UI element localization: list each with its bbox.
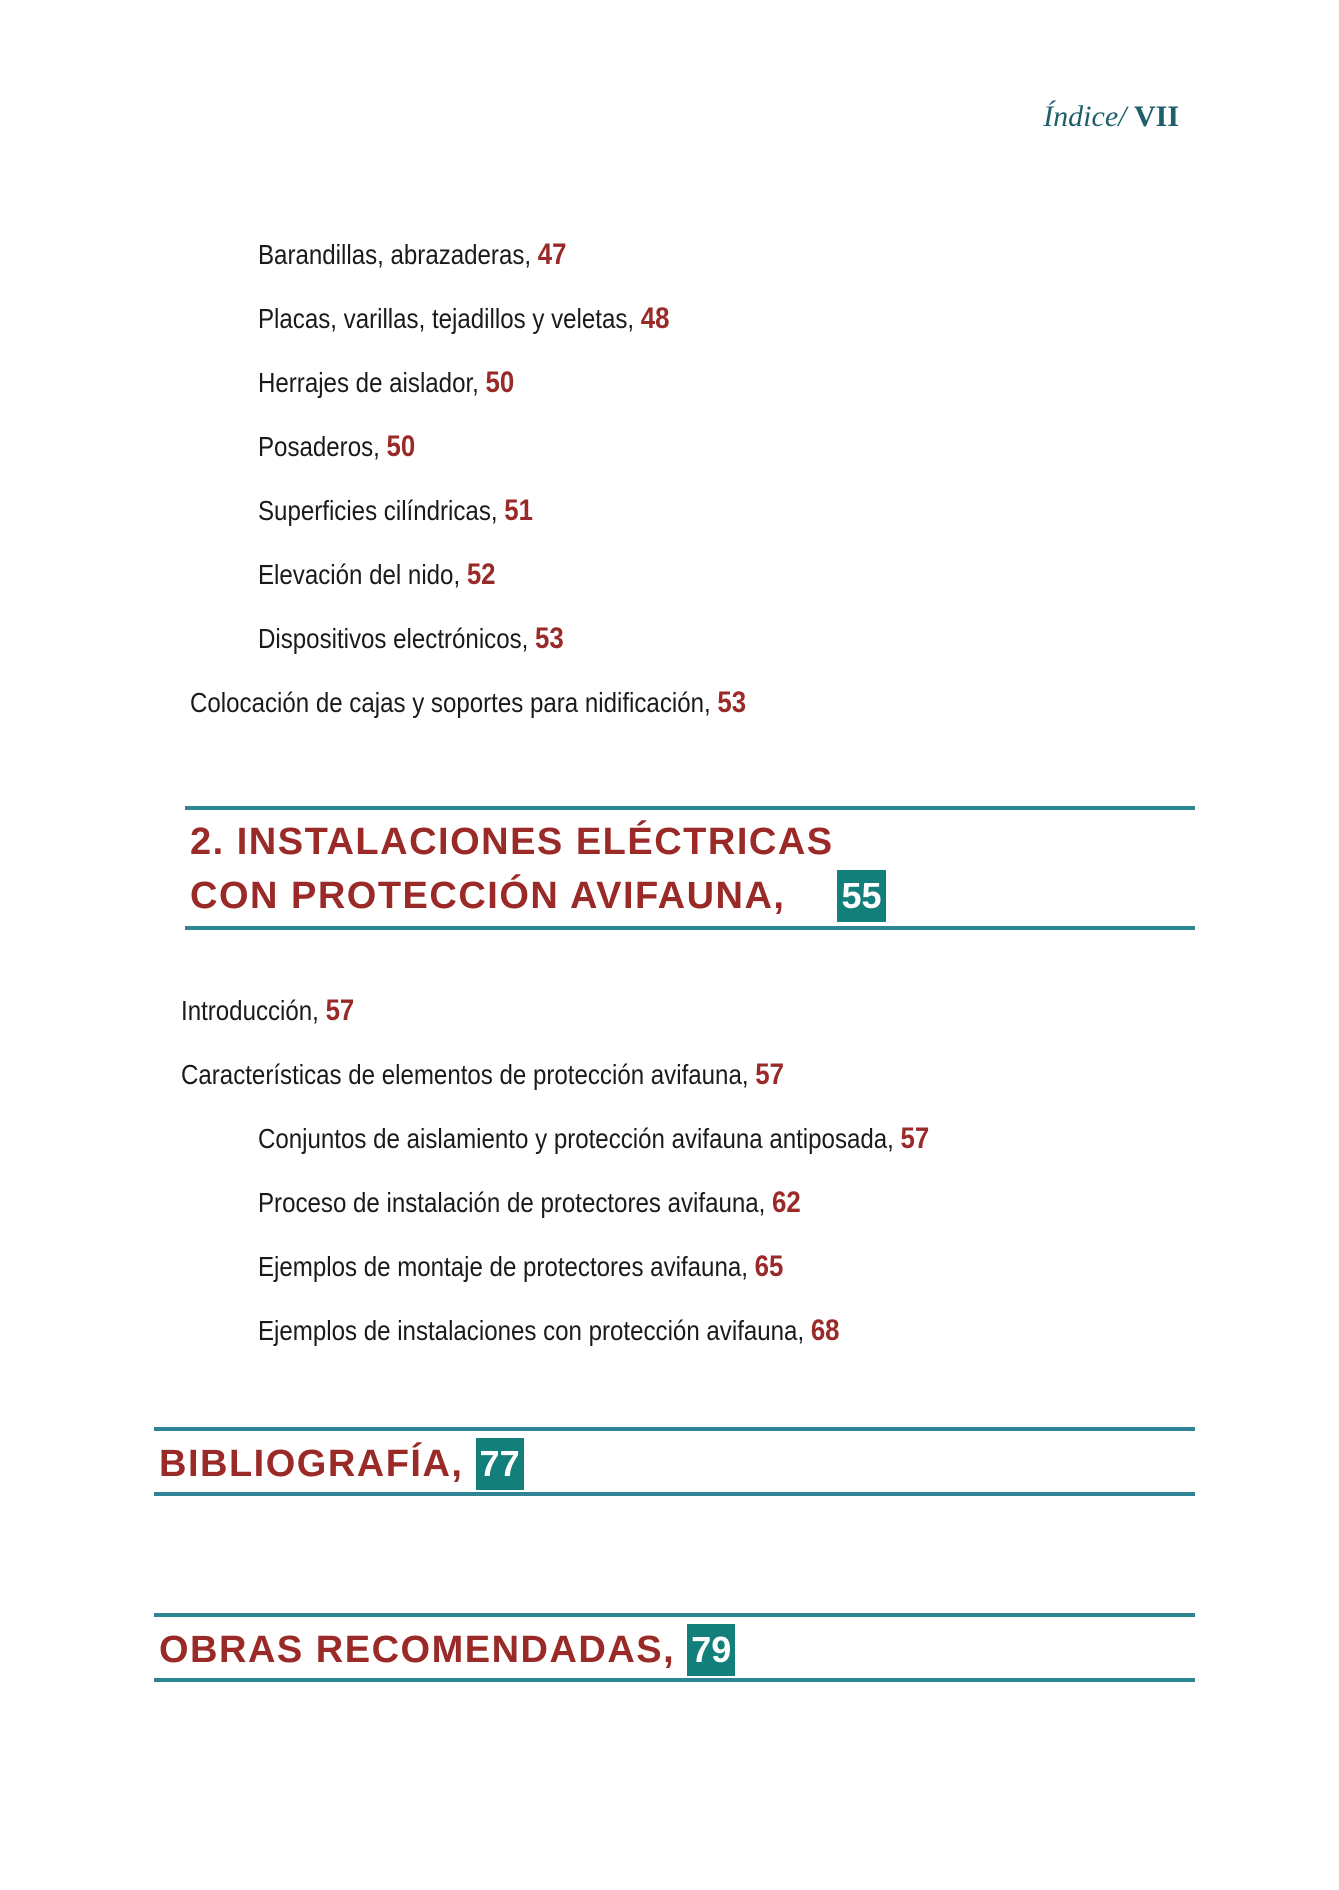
toc-entry-label: Superficies cilíndricas,: [258, 495, 505, 526]
bibliografia-heading[interactable]: [159, 1438, 524, 1490]
running-header: [1043, 100, 1179, 134]
toc-entry[interactable]: [258, 555, 496, 595]
toc-entry[interactable]: [258, 1183, 801, 1223]
header-index-word: Índice/: [1043, 100, 1127, 133]
toc-entry-label: Características de elementos de protección avifauna,: [181, 1059, 756, 1090]
toc-entry[interactable]: [258, 1311, 840, 1351]
toc-entry-label: Conjuntos de aislamiento y protección avifauna antiposada,: [258, 1123, 901, 1154]
toc-entry[interactable]: [181, 1055, 784, 1095]
toc-entry[interactable]: [258, 363, 514, 403]
section-2-title-text: CON PROTECCIÓN AVIFAUNA,: [190, 875, 786, 917]
toc-entry[interactable]: [258, 1247, 783, 1287]
obras-heading[interactable]: [159, 1624, 735, 1676]
obras-rule-bottom: [154, 1678, 1195, 1682]
toc-entry-page: 50: [485, 366, 515, 399]
toc-entry-label: Posaderos,: [258, 431, 387, 462]
toc-entry-page: 62: [772, 1186, 801, 1219]
toc-entry-page: 65: [754, 1250, 784, 1283]
toc-entry-label: Ejemplos de montaje de protectores avifauna,: [258, 1251, 755, 1282]
section-2-page-badge: 55: [837, 870, 885, 922]
section-rule-top: [185, 806, 1195, 810]
toc-entry-page: 57: [900, 1122, 930, 1155]
bibliografia-title: BIBLIOGRAFÍA,: [159, 1443, 464, 1485]
toc-entry[interactable]: [258, 235, 566, 275]
obras-page-badge: 79: [687, 1624, 735, 1676]
toc-entry[interactable]: [181, 991, 354, 1031]
toc-entry-label: Colocación de cajas y soportes para nidificación,: [190, 687, 718, 718]
toc-entry-page: 47: [537, 238, 567, 271]
toc-entry-page: 68: [810, 1314, 840, 1347]
section-rule-bottom: [185, 926, 1195, 930]
toc-entry[interactable]: [258, 619, 564, 659]
toc-entry-label: Ejemplos de instalaciones con protección avifauna,: [258, 1315, 811, 1346]
toc-entry[interactable]: [258, 427, 415, 467]
bibliografia-page-badge: 77: [476, 1438, 524, 1490]
obras-title: OBRAS RECOMENDADAS,: [159, 1629, 676, 1671]
toc-entry-page: 48: [640, 302, 670, 335]
toc-entry-page: 57: [325, 994, 355, 1027]
toc-entry-label: Barandillas, abrazaderas,: [258, 239, 538, 270]
toc-entry-page: 53: [535, 622, 564, 655]
toc-entry-label: Dispositivos electrónicos,: [258, 623, 536, 654]
toc-entry-page: 50: [386, 430, 416, 463]
toc-entry-label: Introducción,: [181, 995, 326, 1026]
toc-entry-label: Proceso de instalación de protectores avifauna,: [258, 1187, 773, 1218]
toc-entry-page: 51: [504, 494, 533, 527]
bibliografia-rule-bottom: [154, 1492, 1195, 1496]
obras-rule-top: [154, 1613, 1195, 1617]
toc-entry[interactable]: [190, 683, 746, 723]
toc-entry-page: 53: [717, 686, 747, 719]
toc-entry[interactable]: [258, 491, 533, 531]
toc-entry[interactable]: [258, 1119, 929, 1159]
toc-entry-page: 57: [755, 1058, 784, 1091]
toc-entry-label: Placas, varillas, tejadillos y veletas,: [258, 303, 641, 334]
header-page-roman: VII: [1133, 100, 1179, 133]
toc-entry-label: Elevación del nido,: [258, 559, 467, 590]
toc-entry[interactable]: [258, 299, 669, 339]
section-2-title-line2[interactable]: [190, 870, 886, 922]
section-2-title-line1[interactable]: 2. INSTALACIONES ELÉCTRICAS: [190, 821, 834, 863]
toc-entry-label: Herrajes de aislador,: [258, 367, 486, 398]
bibliografia-rule-top: [154, 1427, 1195, 1431]
toc-entry-page: 52: [466, 558, 496, 591]
